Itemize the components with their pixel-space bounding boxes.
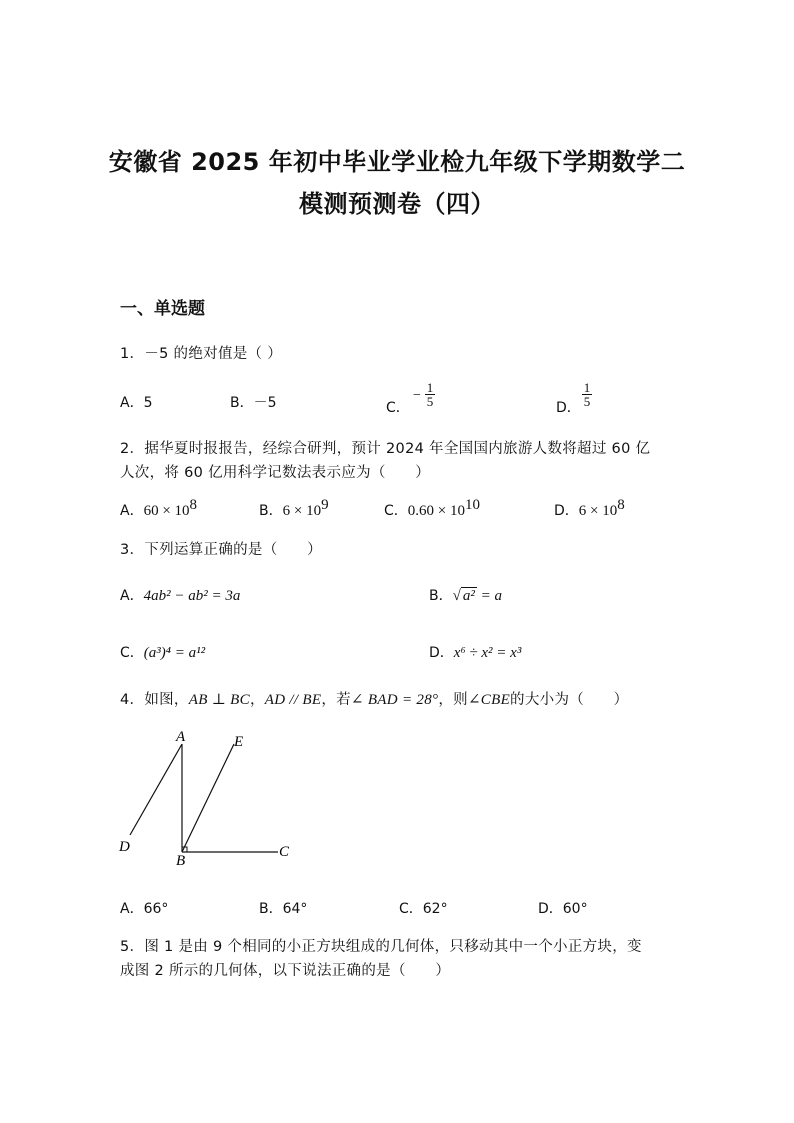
page-title-line2: 模测预测卷（四） [299,190,495,218]
q4-option-d: D．60° [538,901,588,917]
q2-c-label: C． [384,503,408,519]
question-2-line1: 2．据华夏时报报告，经综合研判，预计 2024 年全国国内旅游人数将超过 60 亿 [120,441,651,457]
q1-option-a: A．5 [120,395,153,411]
question-4-stem [120,688,628,709]
q4-sep1: ， [249,692,265,708]
q2-a-base: 60 × 10 [143,503,190,519]
question-5-line1: 5．图 1 是由 9 个相同的小正方块组成的几何体，只移动其中一个小正方块，变 [120,939,642,955]
q3-c-expr: (a³)⁴ = a¹² [143,645,206,661]
q4-option-a: A．66° [120,901,169,917]
q4-angle-cbe: ∠CBE [467,692,511,708]
q2-c-base: 0.60 × 10 [407,503,465,519]
q4-cond-angle-bad: ∠ BAD = 28° [350,692,439,708]
q1-option-b: B．－5 [230,395,277,411]
q3-c-label: C． [120,645,144,661]
q1-option-c-sign: − [413,388,421,403]
q1-d-numerator: 1 [583,380,591,395]
q1-c-numerator: 1 [426,380,434,395]
q2-d-label: D． [554,503,579,519]
q2-b-base: 6 × 10 [282,503,322,519]
q3-b-label: B． [429,588,453,604]
q4-option-b: B．64° [259,901,308,917]
q3-option-d [429,642,521,662]
q4-prefix: 4．如图， [120,692,189,708]
fig-label-e: E [234,734,244,750]
q2-a-exp: 8 [189,497,198,513]
question-5-line2: 成图 2 所示的几何体，以下说法正确的是（ ） [120,963,451,979]
q4-sep3: ，则 [438,692,468,708]
q1-option-c-label: C． [386,400,410,416]
page-title-line1: 安徽省 2025 年初中毕业学业检九年级下学期数学二 [108,148,686,176]
q4-option-c: C．62° [399,901,448,917]
q1-option-d-label: D． [556,400,581,416]
q3-a-expr: 4ab² − ab² = 3a [143,588,241,604]
q3-b-rest: = a [476,588,502,604]
line-be [182,744,234,852]
q2-a-label: A． [120,503,144,519]
q3-option-a [120,585,240,605]
q1-d-denominator: 5 [583,394,591,409]
sqrt-sign-icon: √ [452,588,461,604]
fig-label-a: A [176,729,186,745]
q2-option-b [259,497,329,520]
q2-option-c [384,497,480,520]
q2-d-exp: 8 [617,497,625,513]
q2-b-exp: 9 [321,497,329,513]
line-ad [130,744,182,835]
q4-suffix: 的大小为（ ） [510,692,629,708]
question-3-stem: 3．下列运算正确的是（ ） [120,542,322,558]
fig-label-d: D [119,839,130,855]
question-1-stem: 1．－5 的绝对值是（ ） [120,346,283,362]
fig-label-b: B [176,853,186,869]
q1-c-denominator: 5 [426,394,434,409]
fig-label-c: C [279,844,290,860]
q3-b-radicand: a² [462,588,475,604]
q4-geometry-figure [110,722,310,872]
q1-option-d-fraction [581,381,593,408]
q4-sep2: ，若 [321,692,351,708]
q2-option-d [554,497,625,520]
q3-a-label: A． [120,588,144,604]
question-2-line2: 人次，将 60 亿用科学记数法表示应为（ ） [120,465,431,481]
q3-option-b [429,585,502,605]
q1-option-c-fraction [424,381,436,408]
q4-cond-ad-parallel-be: AD // BE [264,692,322,708]
q4-cond-ab-perp-bc: AB ⊥ BC [188,692,250,708]
q2-b-label: B． [259,503,283,519]
q3-d-expr: x⁶ ÷ x² = x³ [453,645,522,661]
q3-option-c [120,642,205,662]
q3-d-label: D． [429,645,454,661]
section-heading: 一、单选题 [120,299,205,319]
q2-c-exp: 10 [465,497,480,513]
q2-option-a [120,497,198,520]
q2-d-base: 6 × 10 [578,503,618,519]
